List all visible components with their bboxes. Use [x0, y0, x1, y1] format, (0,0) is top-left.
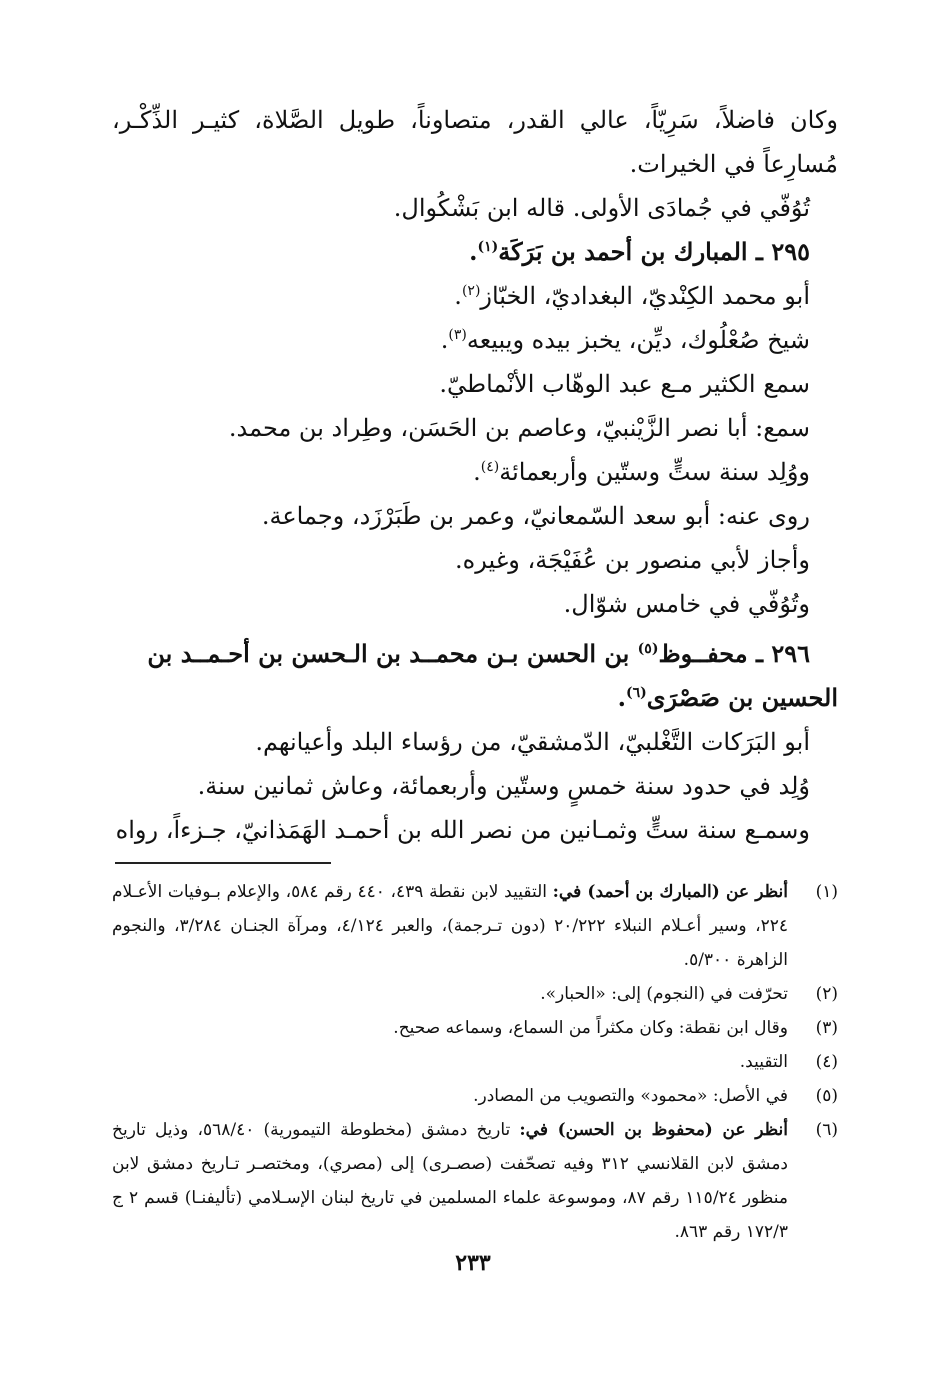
entry-title: ٢٩٥ ـ المبارك بن أحمد بن بَرَكَة: [498, 237, 810, 266]
line-text: سمع الكثير مـع عبد الوهّاب الأنْماطيّ.: [439, 370, 810, 398]
footnote-text: [112, 1011, 788, 1045]
footnote-ref[interactable]: (٣): [448, 327, 467, 343]
text-line: [112, 318, 838, 362]
line-text: شيخ صُعْلُوك، ديِّن، يخبز بيده ويبيعه: [466, 326, 810, 354]
footnote-number: (٦): [815, 1120, 838, 1140]
footnote-text: [112, 1079, 788, 1113]
text-line: [112, 764, 838, 808]
text-line: [112, 720, 838, 764]
footnote-divider: [115, 862, 331, 864]
line-tail: .: [473, 458, 481, 486]
footnote-body: تحرّفت في (النجوم) إلى: «الحبار».: [540, 984, 788, 1004]
footnote-ref[interactable]: (٦): [625, 685, 647, 701]
entry-heading-295: [112, 230, 838, 274]
footnote-ref[interactable]: (٢): [461, 283, 481, 299]
text-line: [112, 186, 838, 230]
footnote-lead: أنظر عن (المبارك بن أحمد) في:: [552, 882, 788, 902]
page-number: ٢٣٣: [455, 1250, 491, 1276]
line-text: أبو البَرَكات التَّغْلبيّ، الدّمشقيّ، من رؤساء البلد وأعيانهم.: [255, 728, 810, 756]
text-line: [112, 538, 838, 582]
footnotes: [112, 875, 838, 1249]
entry-title-continued: بن الحسن بـن محمــد بن الـحسن بن أحـمــد بن: [147, 639, 638, 668]
footnote-number: (٥): [815, 1086, 838, 1106]
footnote-ref[interactable]: (١): [477, 239, 499, 255]
line-text: مُسارِعاً في الخيرات.: [629, 150, 838, 178]
line-text: ووُلِد سنة ستٍّ وستّين وأربعمائة: [499, 458, 810, 486]
line-text: وسمـع سنة ستٍّ وثمـانين من نصر الله بن أحمـد الهَمَذانيّ، جـزءاً، رواه: [115, 816, 810, 844]
line-tail: .: [617, 683, 626, 712]
line-text: أبو محمد الكِنْديّ، البغداديّ، الخبّاز: [480, 282, 810, 310]
footnote-body: في الأصل: «محمود» والتصويب من المصادر.: [473, 1086, 788, 1106]
text-line: [112, 274, 838, 318]
footnote-number: (٤): [815, 1052, 838, 1072]
footnote-number: (٢): [815, 984, 838, 1004]
footnote-text: [112, 1045, 788, 1079]
line-text: تُوُفّي في جُمادَى الأولى. قاله ابن بَشْكُوال.: [393, 194, 810, 222]
text-line: [112, 494, 838, 538]
footnote-ref[interactable]: (٥): [637, 641, 659, 657]
entry-heading-296: [112, 632, 838, 676]
footnote: [112, 875, 838, 977]
footnote-lead: أنظر عن (محفوظ بن الحسن) في:: [519, 1120, 788, 1140]
entry-title: الحسين بن صَصْرَى: [646, 683, 838, 712]
text-line: [112, 582, 838, 626]
footnote: [112, 1113, 838, 1249]
text-line: [112, 808, 838, 852]
footnote-ref[interactable]: (٤): [480, 459, 500, 475]
main-text: [112, 98, 838, 852]
line-tail: .: [440, 326, 449, 354]
text-line: [112, 450, 838, 494]
footnote: [112, 1045, 838, 1079]
line-tail: .: [454, 282, 462, 310]
entry-heading-296-line2: [112, 676, 838, 720]
footnote-number: (٣): [815, 1018, 838, 1038]
footnote-text: [112, 977, 788, 1011]
line-text: سمع: أبا نصر الزَّيْنبيّ، وعاصم بن الحَسَن، وطِراد بن محمد.: [228, 414, 810, 442]
footnote-text: [112, 1113, 788, 1249]
footnote: [112, 1079, 838, 1113]
footnote-text: [112, 875, 788, 977]
footnote-body: التقييد.: [739, 1052, 788, 1072]
text-line: [112, 362, 838, 406]
line-text: وتُوُفّي في خامس شوّال.: [563, 590, 810, 618]
line-text: وأجاز لأبي منصور بن عُفَيْجَة، وغيره.: [455, 546, 810, 574]
footnote-body: وقال ابن نقطة: وكان مكثراً من السماع، وسماعه صحيح.: [393, 1018, 788, 1038]
line-text: روى عنه: أبو سعد السّمعانيّ، وعمر بن طَبَرْزَد، وجماعة.: [261, 502, 810, 530]
footnote-number: (١): [815, 882, 838, 902]
text-line: [112, 142, 838, 186]
line-text: وكان فاضلاً، سَرِيّاً، عالي القدر، متصاوناً، طويل الصَّلاة، كثيـر الذِّكْـر،: [112, 106, 838, 134]
footnote-body: التقييد لابن نقطة ٤٣٩، ٤٤٠ رقم ٥٨٤، والإعلام بـوفيات الأعـلام ٢٢٤، وسير أعـلام النبلاء ٢٠/٢٢٢ (دون تـرجمة)، والعبر ٤/١٢٤، ومرآة الجنـان ٣/٢٨٤، والنجوم الزاهرة ٥/٣٠٠.: [112, 882, 788, 970]
entry-title: ٢٩٦ ـ محفــوظ: [658, 639, 810, 668]
line-tail: .: [469, 237, 478, 266]
line-text: وُلِد في حدود سنة خمسٍ وستّين وأربعمائة، وعاش ثمانين سنة.: [197, 772, 810, 800]
text-line: [112, 98, 838, 142]
text-line: [112, 406, 838, 450]
footnote-body: تاريخ دمشق (مخطوطة التيمورية) ٥٦٨/٤٠، وذيل تاريخ دمشق لابن القلانسي ٣١٢ وفيه تصحّفت (صصـرى) إلى (مصري)، ومختصـر تـاريخ دمشق لابن منظور ١١٥/٢٤ رقم ٨٧، وموسوعة علماء المسلمين في تاريخ لبنان الإسـلامي (تأليفنـا) قسم ٢ ج ١٧٢/٣ رقم ٨٦٣.: [112, 1120, 789, 1242]
footnote: [112, 977, 838, 1011]
footnote: [112, 1011, 838, 1045]
